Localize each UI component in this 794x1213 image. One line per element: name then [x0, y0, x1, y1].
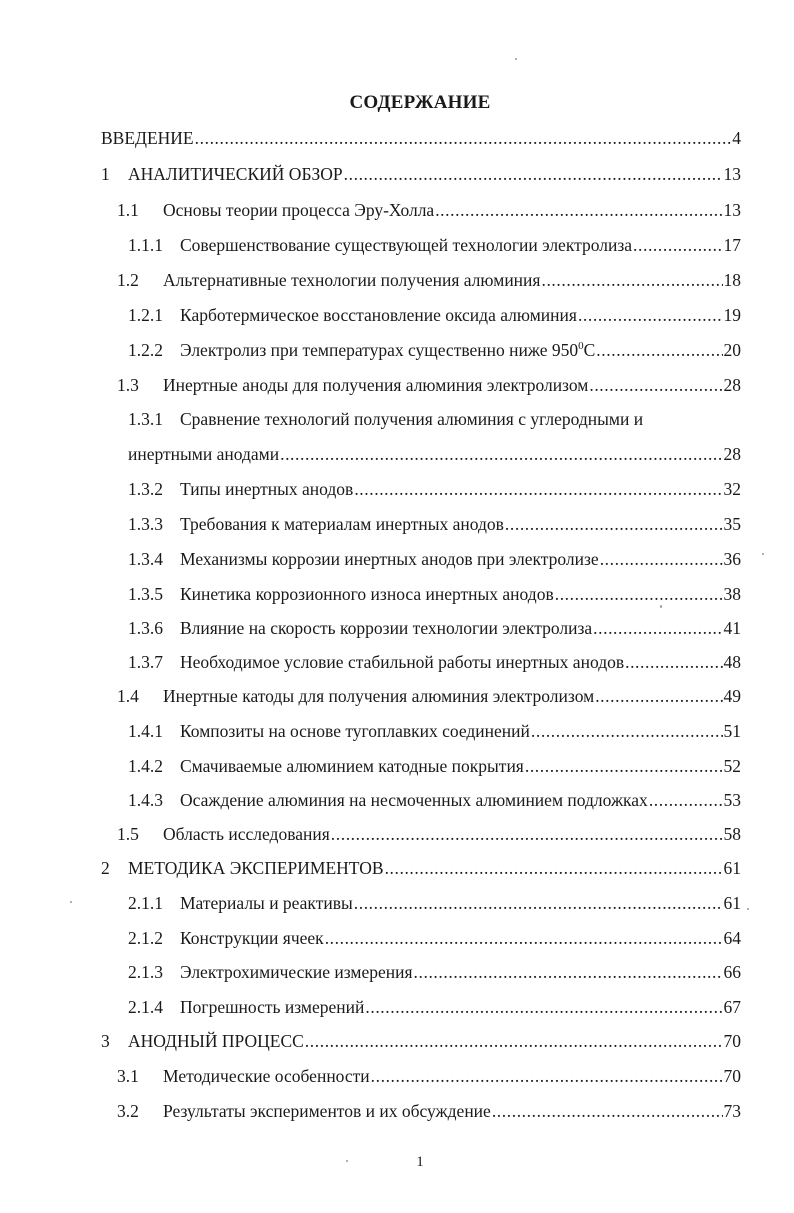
toc-leader-dots	[331, 822, 723, 846]
toc-entry-1-4-1[interactable]	[128, 719, 741, 743]
toc-entry-1-4-3[interactable]	[128, 788, 741, 812]
toc-entry-number: 2	[101, 858, 110, 878]
toc-entry-1-3-7[interactable]	[128, 650, 741, 674]
toc-entry-number: 1.3.5	[128, 584, 163, 604]
toc-title: СОДЕРЖАНИЕ	[349, 92, 491, 113]
toc-entry-1-3-3[interactable]	[128, 512, 741, 536]
toc-leader-dots	[593, 616, 722, 640]
toc-leader-dots	[280, 442, 722, 466]
toc-entry-text: Осаждение алюминия на несмоченных алюминием подложках	[180, 790, 648, 810]
toc-entry-1-3-4[interactable]	[128, 547, 741, 571]
toc-entry-page: 73	[723, 1101, 741, 1121]
toc-entry-text: Электрохимические измерения	[180, 962, 413, 982]
toc-entry-number: 1.1.1	[128, 235, 163, 255]
toc-entry-text: Инертные аноды для получения алюминия электролизом	[163, 375, 589, 395]
toc-entry-number: 1.3.6	[128, 618, 163, 638]
toc-entry-number: 1.3.3	[128, 514, 163, 534]
toc-entry-number: 1.4.3	[128, 790, 163, 810]
toc-entry-page: 66	[723, 962, 741, 982]
toc-entry-number: 1.1	[117, 200, 139, 220]
toc-entry-2-1-2[interactable]	[128, 926, 741, 950]
toc-entry-page: 61	[723, 858, 741, 878]
toc-leader-dots	[305, 1029, 723, 1053]
toc-leader-dots	[625, 650, 722, 674]
toc-leader-dots	[596, 338, 722, 362]
toc-entry-2-1-4[interactable]	[128, 995, 741, 1019]
toc-entry-1-3-2[interactable]	[128, 477, 741, 501]
toc-entry-number: 1.4.1	[128, 721, 163, 741]
toc-entry-1[interactable]	[101, 162, 741, 186]
toc-entry-page: 17	[723, 235, 741, 255]
scan-speck	[515, 58, 517, 60]
scan-speck	[70, 901, 72, 903]
toc-entry-page: 52	[723, 756, 741, 776]
toc-entry-page: 35	[723, 514, 741, 534]
toc-leader-dots	[649, 788, 723, 812]
toc-entry-2-1-3[interactable]	[128, 960, 741, 984]
toc-entry-number: 1.3	[117, 375, 139, 395]
toc-leader-dots	[354, 891, 723, 915]
toc-entry-page: 13	[723, 164, 741, 184]
toc-entry-1-1-1[interactable]	[128, 233, 741, 257]
toc-entry-text-main: Электролиз при температурах существенно ниже 950	[180, 340, 579, 360]
scan-speck	[660, 605, 662, 608]
toc-entry-text: МЕТОДИКА ЭКСПЕРИМЕНТОВ	[128, 858, 384, 878]
toc-entry-number: 2.1.3	[128, 962, 163, 982]
toc-entry-text: ВВЕДЕНИЕ	[101, 128, 194, 148]
toc-entry-3-2[interactable]	[117, 1099, 741, 1123]
toc-entry-3[interactable]	[101, 1029, 741, 1053]
toc-entry-1-2[interactable]	[117, 268, 741, 292]
toc-entry-page: 48	[723, 652, 741, 672]
toc-entry-page: 4	[732, 128, 741, 148]
toc-entry-text: АНОДНЫЙ ПРОЦЕСС	[128, 1031, 304, 1051]
toc-entry-page: 70	[723, 1066, 741, 1086]
toc-entry-page: 13	[723, 200, 741, 220]
toc-entry-page: 53	[723, 790, 741, 810]
toc-leader-dots	[589, 373, 722, 397]
toc-entry-text: Смачиваемые алюминием катодные покрытия	[180, 756, 524, 776]
toc-entry-number: 3.1	[117, 1066, 139, 1086]
toc-entry-text: Совершенствование существующей технологии электролиза	[180, 235, 633, 255]
toc-entry-text: Методические особенности	[163, 1066, 370, 1086]
toc-entry-text: Сравнение технологий получения алюминия с углеродными и	[180, 409, 644, 429]
toc-entry-text: Область исследования	[163, 824, 330, 844]
toc-entry-text: Композиты на основе тугоплавких соединений	[180, 721, 530, 741]
toc-entry-number: 2.1.4	[128, 997, 163, 1017]
toc-leader-dots	[344, 162, 723, 186]
toc-entry-number: 1.3.2	[128, 479, 163, 499]
toc-entry-number: 2.1.2	[128, 928, 163, 948]
toc-entry-1-3-5[interactable]	[128, 582, 741, 606]
toc-entry-page: 61	[723, 893, 741, 913]
toc-entry-3-1[interactable]	[117, 1064, 741, 1088]
toc-entry-page: 19	[723, 305, 741, 325]
toc-entry-text: Карботермическое восстановление оксида алюминия	[180, 305, 577, 325]
scan-speck	[346, 1160, 348, 1162]
toc-entry-text	[180, 338, 595, 362]
toc-entry-page: 28	[723, 444, 741, 464]
toc-entry-superscript: 0	[578, 340, 584, 353]
toc-entry-number: 1.2	[117, 270, 139, 290]
toc-entry-text: Требования к материалам инертных анодов	[180, 514, 504, 534]
toc-entry-number: 1.5	[117, 824, 139, 844]
toc-leader-dots	[325, 926, 723, 950]
toc-entry-text: Альтернативные технологии получения алюминия	[163, 270, 541, 290]
toc-entry-number: 1.4.2	[128, 756, 163, 776]
toc-leader-dots	[531, 719, 723, 743]
toc-entry-text: Механизмы коррозии инертных анодов при электролизе	[180, 549, 599, 569]
toc-entry-page: 49	[723, 686, 741, 706]
toc-entry-text: Конструкции ячеек	[180, 928, 324, 948]
toc-entry-intro[interactable]	[101, 126, 741, 150]
toc-entry-number: 1.4	[117, 686, 139, 706]
toc-entry-text: Типы инертных анодов	[180, 479, 354, 499]
toc-entry-number: 1.2.2	[128, 340, 163, 360]
page-number: 1	[416, 1154, 424, 1170]
toc-entry-1-3-1-first-line[interactable]	[128, 407, 643, 431]
toc-entry-number: 3	[101, 1031, 110, 1051]
toc-entry-text: Результаты экспериментов и их обсуждение	[163, 1101, 491, 1121]
toc-leader-dots	[365, 995, 722, 1019]
toc-entry-1-2-2[interactable]	[128, 338, 741, 362]
toc-entry-page: 41	[723, 618, 741, 638]
toc-leader-dots	[492, 1099, 723, 1123]
toc-leader-dots	[525, 754, 723, 778]
toc-entry-1-4-2[interactable]	[128, 754, 741, 778]
toc-entry-number: 1.3.1	[128, 409, 163, 429]
toc-entry-number: 1.2.1	[128, 305, 163, 325]
toc-entry-page: 67	[723, 997, 741, 1017]
toc-leader-dots	[578, 303, 723, 327]
toc-entry-number: 3.2	[117, 1101, 139, 1121]
toc-entry-text: Основы теории процесса Эру-Холла	[163, 200, 435, 220]
toc-entry-text: Кинетика коррозионного износа инертных анодов	[180, 584, 554, 604]
toc-leader-dots	[633, 233, 722, 257]
toc-leader-dots	[195, 126, 732, 150]
toc-entry-1-1[interactable]	[117, 198, 741, 222]
toc-leader-dots	[385, 856, 723, 880]
toc-entry-2[interactable]	[101, 856, 741, 880]
toc-entry-page: 32	[723, 479, 741, 499]
scan-speck	[747, 908, 749, 910]
toc-leader-dots	[595, 684, 722, 708]
toc-leader-dots	[555, 582, 723, 606]
toc-entry-1-3[interactable]	[117, 373, 741, 397]
toc-entry-text: Необходимое условие стабильной работы инертных анодов	[180, 652, 625, 672]
toc-entry-number: 1.3.4	[128, 549, 163, 569]
toc-entry-text: Погрешность измерений	[180, 997, 365, 1017]
toc-leader-dots	[371, 1064, 723, 1088]
toc-entry-1-3-6[interactable]	[128, 616, 741, 640]
toc-entry-1-5[interactable]	[117, 822, 741, 846]
toc-entry-text: Влияние на скорость коррозии технологии электролиза	[180, 618, 593, 638]
toc-entry-page: 28	[723, 375, 741, 395]
toc-entry-text: Материалы и реактивы	[180, 893, 353, 913]
toc-entry-page: 51	[723, 721, 741, 741]
toc-entry-page: 64	[723, 928, 741, 948]
toc-entry-page: 18	[723, 270, 741, 290]
toc-entry-1-2-1[interactable]	[128, 303, 741, 327]
toc-leader-dots	[435, 198, 722, 222]
toc-entry-number: 1	[101, 164, 110, 184]
toc-leader-dots	[414, 960, 723, 984]
toc-entry-text: Инертные катоды для получения алюминия электролизом	[163, 686, 595, 706]
toc-entry-page: 70	[723, 1031, 741, 1051]
toc-entry-number: 2.1.1	[128, 893, 163, 913]
toc-entry-1-3-1[interactable]	[128, 442, 741, 466]
toc-entry-text-unit: С	[583, 340, 596, 360]
toc-leader-dots	[354, 477, 722, 501]
toc-entry-page: 36	[723, 549, 741, 569]
toc-leader-dots	[541, 268, 722, 292]
toc-entry-page: 58	[723, 824, 741, 844]
toc-leader-dots	[600, 547, 723, 571]
toc-entry-number: 1.3.7	[128, 652, 163, 672]
toc-entry-1-4[interactable]	[117, 684, 741, 708]
toc-leader-dots	[505, 512, 723, 536]
toc-entry-text: АНАЛИТИЧЕСКИЙ ОБЗОР	[128, 164, 343, 184]
scan-speck	[762, 553, 764, 555]
toc-entry-text-continuation: инертными анодами	[128, 444, 280, 464]
toc-entry-page: 38	[723, 584, 741, 604]
toc-entry-page: 20	[723, 340, 741, 360]
toc-entry-2-1-1[interactable]	[128, 891, 741, 915]
